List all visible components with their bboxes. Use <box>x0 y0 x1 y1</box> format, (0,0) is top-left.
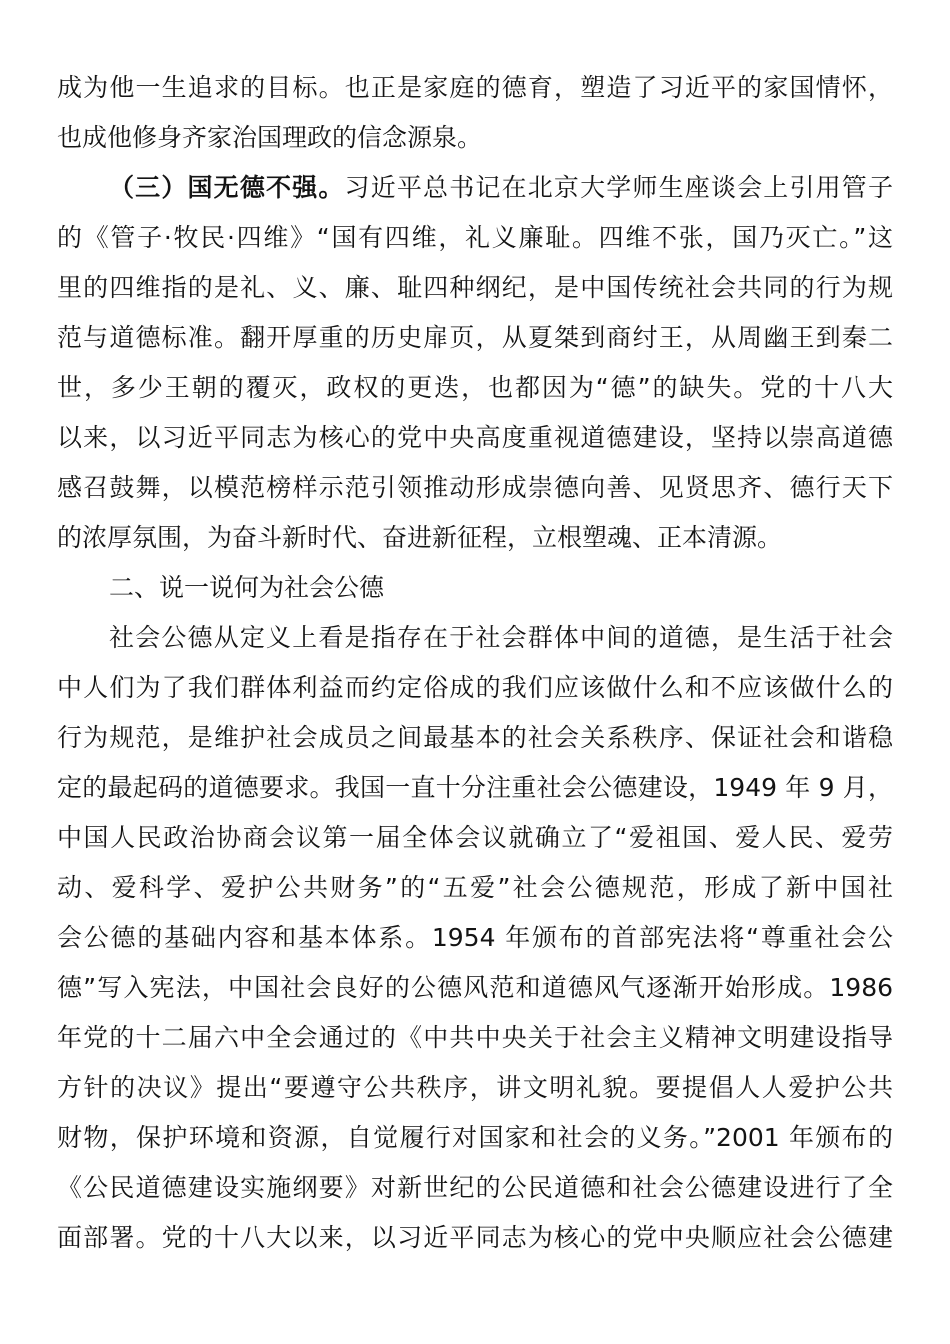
paragraph-line: 的浓厚氛围，为奋斗新时代、奋进新征程，立根塑魂、正本清源。 <box>57 523 783 552</box>
paragraph-line: 以来，以习近平同志为核心的党中央高度重视道德建设，坚持以崇高道德 <box>57 423 893 452</box>
document-body <box>57 63 893 1263</box>
paragraph-line: 世，多少王朝的覆灭，政权的更迭，也都因为“德”的缺失。党的十八大 <box>57 373 893 402</box>
paragraph-line: 的《管子·牧民·四维》“国有四维，礼义廉耻。四维不张，国乃灭亡。”这 <box>57 223 893 252</box>
paragraph-line: 中国人民政治协商会议第一届全体会议就确立了“爱祖国、爱人民、爱劳 <box>57 823 893 852</box>
paragraph-line: 行为规范，是维护社会成员之间最基本的社会关系秩序、保证社会和谐稳 <box>57 723 893 752</box>
paragraph-line: 《公民道德建设实施纲要》对新世纪的公民道德和社会公德建设进行了全 <box>57 1173 893 1202</box>
paragraph-line: 成为他一生追求的目标。也正是家庭的德育，塑造了习近平的家国情怀， <box>57 73 893 102</box>
paragraph-line: 方针的决议》提出“要遵守公共秩序，讲文明礼貌。要提倡人人爱护公共 <box>57 1073 893 1102</box>
paragraph-line: 也成他修身齐家治国理政的信念源泉。 <box>57 123 483 152</box>
paragraph-line: 感召鼓舞，以模范榜样示范引领推动形成崇德向善、见贤思齐、德行天下 <box>57 473 893 502</box>
paragraph-first-line <box>57 163 893 213</box>
paragraph-line: 定的最起码的道德要求。我国一直十分注重社会公德建设，1949 年 9 月， <box>57 773 893 802</box>
paragraph-line: 年党的十二届六中全会通过的《中共中央关于社会主义精神文明建设指导 <box>57 1023 893 1052</box>
paragraph-line: 会公德的基础内容和基本体系。1954 年颁布的首部宪法将“尊重社会公 <box>57 923 893 952</box>
paragraph-line: 动、爱科学、爱护公共财务”的“五爱”社会公德规范，形成了新中国社 <box>57 873 893 902</box>
section-heading: 二、说一说何为社会公德 <box>109 573 385 602</box>
paragraph-text: 习近平总书记在北京大学师生座谈会上引用管子 <box>344 173 893 202</box>
paragraph-first-line: 社会公德从定义上看是指存在于社会群体中间的道德，是生活于社会 <box>109 623 893 652</box>
paragraph-line: 范与道德标准。翻开厚重的历史扉页，从夏桀到商纣王，从周幽王到秦二 <box>57 323 893 352</box>
paragraph-line: 面部署。党的十八大以来，以习近平同志为核心的党中央顺应社会公德建 <box>57 1223 893 1252</box>
paragraph-line: 德”写入宪法，中国社会良好的公德风范和道德风气逐渐开始形成。1986 <box>57 973 893 1002</box>
paragraph-line: 中人们为了我们群体利益而约定俗成的我们应该做什么和不应该做什么的 <box>57 673 893 702</box>
subsection-heading: （三）国无德不强。 <box>109 173 345 202</box>
paragraph-line: 财物，保护环境和资源，自觉履行对国家和社会的义务。”2001 年颁布的 <box>57 1123 893 1152</box>
paragraph-line: 里的四维指的是礼、义、廉、耻四种纲纪，是中国传统社会共同的行为规 <box>57 273 893 302</box>
